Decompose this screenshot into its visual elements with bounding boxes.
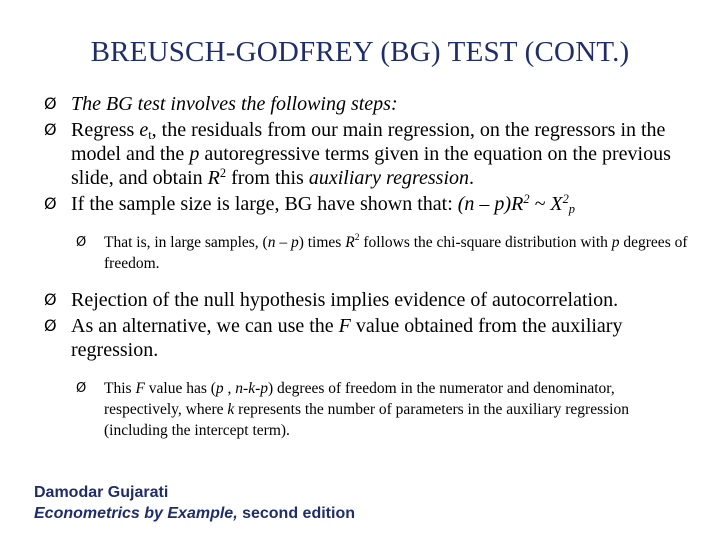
arrow-bullet-icon: Ø	[44, 194, 57, 213]
bg-formula: $(n - p)R^2$ ~ $X^2_p$	[457, 192, 575, 216]
bullet-list	[44, 92, 694, 441]
sub-bullet-item: Ø That is, in large samples, (n – p) times $R^2$ follows the chi-square distribution with p degrees of freedom.	[76, 232, 688, 272]
bullet-text: .	[469, 167, 475, 189]
superscript: 2	[219, 166, 227, 180]
bullet-text: Regress	[71, 119, 140, 141]
sub-bullet-item: Ø This F value has (p , n-k-p) degrees of freedom in the numerator and denominator, respectively, where k represents the number of parameters in the auxiliary regression (including the intercept term).	[76, 380, 629, 439]
arrow-bullet-icon: Ø	[76, 235, 87, 250]
slide-title: BREUSCH-GODFREY (BG) TEST (CONT.)	[90, 36, 630, 68]
bullet-item	[44, 192, 694, 216]
bullet-text: value obtained from the auxiliary regression.	[71, 315, 623, 361]
r-squared-symbol: R	[207, 167, 220, 189]
bullet-text: from this	[226, 167, 309, 189]
lag-symbol: p	[189, 143, 200, 165]
bullet-item	[44, 288, 694, 312]
arrow-bullet-icon: Ø	[44, 290, 57, 309]
bullet-text: Rejection of the null hypothesis implies evidence of autocorrelation.	[71, 289, 619, 311]
arrow-bullet-icon: Ø	[76, 381, 87, 396]
slide-footer	[34, 482, 355, 524]
arrow-bullet-icon: Ø	[44, 120, 57, 139]
bullet-text: If the sample size is large, BG have shown that:	[71, 193, 458, 215]
footer-author: Damodar Gujarati	[34, 484, 169, 501]
f-symbol: F	[338, 315, 351, 337]
auxiliary-regression-term: auxiliary regression	[308, 167, 470, 189]
arrow-bullet-icon: Ø	[44, 316, 57, 335]
bullet-item	[44, 92, 694, 116]
residual-subscript: t	[148, 128, 152, 142]
footer-book: Econometrics by Example, second edition	[34, 505, 355, 522]
bullet-item	[44, 314, 694, 362]
arrow-bullet-icon: Ø	[44, 94, 57, 113]
residual-symbol: e	[139, 119, 149, 141]
bullet-text: As an alternative, we can use the	[71, 315, 339, 337]
bullet-item	[44, 118, 694, 190]
bullet-text: , the residuals from our main regression, on the regressors in the model and the	[71, 119, 666, 165]
bullet-text: The BG test involves the following steps:	[71, 93, 398, 115]
bullet-text: autoregressive terms given in the equation on the previous slide, and obtain	[71, 143, 671, 189]
